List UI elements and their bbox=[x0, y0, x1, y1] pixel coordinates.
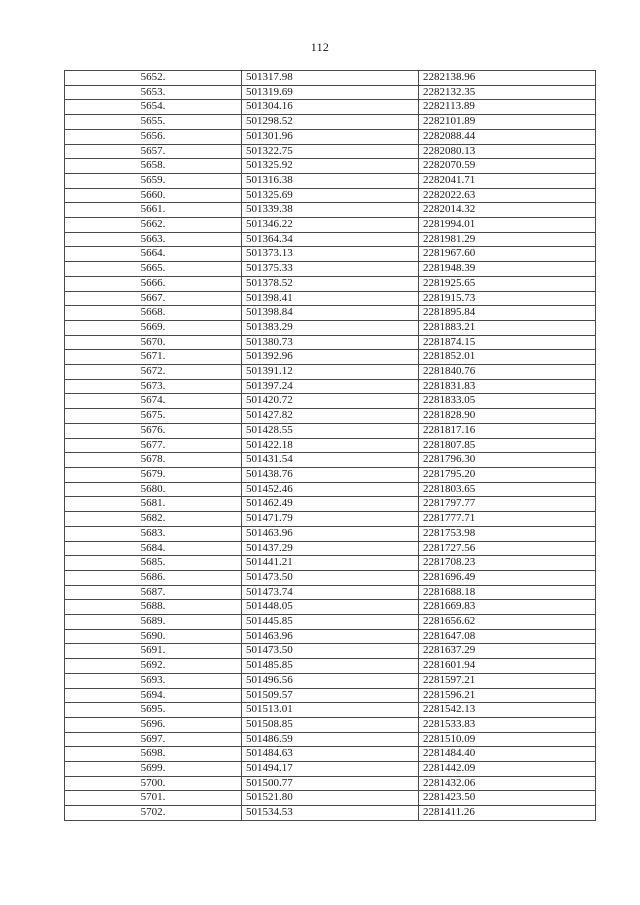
table-row bbox=[65, 306, 596, 321]
point-number-cell: 5675. bbox=[65, 409, 242, 424]
y-coordinate-cell: 2281797.77 bbox=[419, 497, 596, 512]
point-number-cell: 5701. bbox=[65, 791, 242, 806]
point-number-cell: 5693. bbox=[65, 673, 242, 688]
table-row bbox=[65, 703, 596, 718]
point-number-cell: 5676. bbox=[65, 423, 242, 438]
y-coordinate-cell: 2281696.49 bbox=[419, 570, 596, 585]
point-number-cell: 5656. bbox=[65, 129, 242, 144]
y-coordinate-cell: 2281981.29 bbox=[419, 232, 596, 247]
point-number-cell: 5652. bbox=[65, 71, 242, 86]
table-row bbox=[65, 673, 596, 688]
table-row bbox=[65, 717, 596, 732]
y-coordinate-cell: 2281688.18 bbox=[419, 585, 596, 600]
x-coordinate-cell: 501339.38 bbox=[242, 203, 419, 218]
x-coordinate-cell: 501496.56 bbox=[242, 673, 419, 688]
y-coordinate-cell: 2282138.96 bbox=[419, 71, 596, 86]
table-row bbox=[65, 482, 596, 497]
table-row bbox=[65, 218, 596, 233]
x-coordinate-cell: 501317.98 bbox=[242, 71, 419, 86]
table-row bbox=[65, 350, 596, 365]
point-number-cell: 5688. bbox=[65, 600, 242, 615]
x-coordinate-cell: 501494.17 bbox=[242, 762, 419, 777]
x-coordinate-cell: 501420.72 bbox=[242, 394, 419, 409]
table-row bbox=[65, 688, 596, 703]
point-number-cell: 5654. bbox=[65, 100, 242, 115]
point-number-cell: 5699. bbox=[65, 762, 242, 777]
x-coordinate-cell: 501380.73 bbox=[242, 335, 419, 350]
table-row bbox=[65, 644, 596, 659]
point-number-cell: 5681. bbox=[65, 497, 242, 512]
x-coordinate-cell: 501445.85 bbox=[242, 615, 419, 630]
x-coordinate-cell: 501373.13 bbox=[242, 247, 419, 262]
table-row bbox=[65, 115, 596, 130]
point-number-cell: 5672. bbox=[65, 365, 242, 380]
point-number-cell: 5662. bbox=[65, 218, 242, 233]
y-coordinate-cell: 2281817.16 bbox=[419, 423, 596, 438]
point-number-cell: 5671. bbox=[65, 350, 242, 365]
x-coordinate-cell: 501304.16 bbox=[242, 100, 419, 115]
y-coordinate-cell: 2281727.56 bbox=[419, 541, 596, 556]
table-row bbox=[65, 659, 596, 674]
table-row bbox=[65, 629, 596, 644]
y-coordinate-cell: 2281831.83 bbox=[419, 379, 596, 394]
point-number-cell: 5698. bbox=[65, 747, 242, 762]
x-coordinate-cell: 501319.69 bbox=[242, 85, 419, 100]
y-coordinate-cell: 2281753.98 bbox=[419, 526, 596, 541]
point-number-cell: 5682. bbox=[65, 512, 242, 527]
table-row bbox=[65, 276, 596, 291]
x-coordinate-cell: 501534.53 bbox=[242, 806, 419, 821]
table-row bbox=[65, 100, 596, 115]
point-number-cell: 5667. bbox=[65, 291, 242, 306]
x-coordinate-cell: 501298.52 bbox=[242, 115, 419, 130]
table-row bbox=[65, 423, 596, 438]
y-coordinate-cell: 2281967.60 bbox=[419, 247, 596, 262]
table-row bbox=[65, 526, 596, 541]
point-number-cell: 5660. bbox=[65, 188, 242, 203]
coordinates-table-body bbox=[65, 71, 596, 821]
y-coordinate-cell: 2281423.50 bbox=[419, 791, 596, 806]
y-coordinate-cell: 2281915.73 bbox=[419, 291, 596, 306]
table-row bbox=[65, 71, 596, 86]
table-row bbox=[65, 203, 596, 218]
y-coordinate-cell: 2281828.90 bbox=[419, 409, 596, 424]
y-coordinate-cell: 2281795.20 bbox=[419, 467, 596, 482]
table-row bbox=[65, 497, 596, 512]
y-coordinate-cell: 2282022.63 bbox=[419, 188, 596, 203]
coordinates-table bbox=[64, 70, 596, 821]
table-row bbox=[65, 262, 596, 277]
point-number-cell: 5696. bbox=[65, 717, 242, 732]
point-number-cell: 5669. bbox=[65, 320, 242, 335]
table-row bbox=[65, 335, 596, 350]
point-number-cell: 5655. bbox=[65, 115, 242, 130]
x-coordinate-cell: 501325.92 bbox=[242, 159, 419, 174]
point-number-cell: 5678. bbox=[65, 453, 242, 468]
x-coordinate-cell: 501398.84 bbox=[242, 306, 419, 321]
table-row bbox=[65, 320, 596, 335]
point-number-cell: 5679. bbox=[65, 467, 242, 482]
table-row bbox=[65, 453, 596, 468]
y-coordinate-cell: 2281948.39 bbox=[419, 262, 596, 277]
y-coordinate-cell: 2281796.30 bbox=[419, 453, 596, 468]
y-coordinate-cell: 2282014.32 bbox=[419, 203, 596, 218]
table-row bbox=[65, 291, 596, 306]
x-coordinate-cell: 501485.85 bbox=[242, 659, 419, 674]
y-coordinate-cell: 2282132.35 bbox=[419, 85, 596, 100]
y-coordinate-cell: 2281807.85 bbox=[419, 438, 596, 453]
x-coordinate-cell: 501462.49 bbox=[242, 497, 419, 512]
point-number-cell: 5670. bbox=[65, 335, 242, 350]
x-coordinate-cell: 501438.76 bbox=[242, 467, 419, 482]
point-number-cell: 5673. bbox=[65, 379, 242, 394]
x-coordinate-cell: 501471.79 bbox=[242, 512, 419, 527]
table-row bbox=[65, 467, 596, 482]
x-coordinate-cell: 501431.54 bbox=[242, 453, 419, 468]
point-number-cell: 5680. bbox=[65, 482, 242, 497]
table-row bbox=[65, 556, 596, 571]
y-coordinate-cell: 2282101.89 bbox=[419, 115, 596, 130]
table-row bbox=[65, 570, 596, 585]
y-coordinate-cell: 2281874.15 bbox=[419, 335, 596, 350]
table-row bbox=[65, 129, 596, 144]
point-number-cell: 5690. bbox=[65, 629, 242, 644]
x-coordinate-cell: 501500.77 bbox=[242, 776, 419, 791]
x-coordinate-cell: 501392.96 bbox=[242, 350, 419, 365]
table-row bbox=[65, 85, 596, 100]
point-number-cell: 5684. bbox=[65, 541, 242, 556]
point-number-cell: 5702. bbox=[65, 806, 242, 821]
table-row bbox=[65, 173, 596, 188]
page-number: 112 bbox=[310, 40, 330, 54]
x-coordinate-cell: 501325.69 bbox=[242, 188, 419, 203]
point-number-cell: 5658. bbox=[65, 159, 242, 174]
y-coordinate-cell: 2282041.71 bbox=[419, 173, 596, 188]
table-row bbox=[65, 379, 596, 394]
x-coordinate-cell: 501316.38 bbox=[242, 173, 419, 188]
y-coordinate-cell: 2281803.65 bbox=[419, 482, 596, 497]
y-coordinate-cell: 2281533.83 bbox=[419, 717, 596, 732]
x-coordinate-cell: 501509.57 bbox=[242, 688, 419, 703]
x-coordinate-cell: 501391.12 bbox=[242, 365, 419, 380]
point-number-cell: 5697. bbox=[65, 732, 242, 747]
y-coordinate-cell: 2281669.83 bbox=[419, 600, 596, 615]
point-number-cell: 5663. bbox=[65, 232, 242, 247]
table-row bbox=[65, 188, 596, 203]
point-number-cell: 5683. bbox=[65, 526, 242, 541]
y-coordinate-cell: 2281601.94 bbox=[419, 659, 596, 674]
x-coordinate-cell: 501346.22 bbox=[242, 218, 419, 233]
table-row bbox=[65, 394, 596, 409]
y-coordinate-cell: 2281542.13 bbox=[419, 703, 596, 718]
point-number-cell: 5687. bbox=[65, 585, 242, 600]
y-coordinate-cell: 2281777.71 bbox=[419, 512, 596, 527]
x-coordinate-cell: 501422.18 bbox=[242, 438, 419, 453]
x-coordinate-cell: 501473.74 bbox=[242, 585, 419, 600]
y-coordinate-cell: 2281852.01 bbox=[419, 350, 596, 365]
x-coordinate-cell: 501398.41 bbox=[242, 291, 419, 306]
x-coordinate-cell: 501428.55 bbox=[242, 423, 419, 438]
y-coordinate-cell: 2282080.13 bbox=[419, 144, 596, 159]
point-number-cell: 5691. bbox=[65, 644, 242, 659]
x-coordinate-cell: 501397.24 bbox=[242, 379, 419, 394]
y-coordinate-cell: 2281596.21 bbox=[419, 688, 596, 703]
y-coordinate-cell: 2281708.23 bbox=[419, 556, 596, 571]
x-coordinate-cell: 501383.29 bbox=[242, 320, 419, 335]
y-coordinate-cell: 2281656.62 bbox=[419, 615, 596, 630]
y-coordinate-cell: 2281442.09 bbox=[419, 762, 596, 777]
x-coordinate-cell: 501364.34 bbox=[242, 232, 419, 247]
y-coordinate-cell: 2281994.01 bbox=[419, 218, 596, 233]
table-row bbox=[65, 144, 596, 159]
table-row bbox=[65, 762, 596, 777]
table-row bbox=[65, 600, 596, 615]
y-coordinate-cell: 2281833.05 bbox=[419, 394, 596, 409]
x-coordinate-cell: 501322.75 bbox=[242, 144, 419, 159]
x-coordinate-cell: 501441.21 bbox=[242, 556, 419, 571]
table-row bbox=[65, 776, 596, 791]
point-number-cell: 5653. bbox=[65, 85, 242, 100]
x-coordinate-cell: 501508.85 bbox=[242, 717, 419, 732]
x-coordinate-cell: 501375.33 bbox=[242, 262, 419, 277]
y-coordinate-cell: 2281484.40 bbox=[419, 747, 596, 762]
point-number-cell: 5659. bbox=[65, 173, 242, 188]
point-number-cell: 5689. bbox=[65, 615, 242, 630]
x-coordinate-cell: 501484.63 bbox=[242, 747, 419, 762]
x-coordinate-cell: 501513.01 bbox=[242, 703, 419, 718]
point-number-cell: 5686. bbox=[65, 570, 242, 585]
y-coordinate-cell: 2282070.59 bbox=[419, 159, 596, 174]
point-number-cell: 5665. bbox=[65, 262, 242, 277]
point-number-cell: 5657. bbox=[65, 144, 242, 159]
y-coordinate-cell: 2281432.06 bbox=[419, 776, 596, 791]
point-number-cell: 5694. bbox=[65, 688, 242, 703]
point-number-cell: 5685. bbox=[65, 556, 242, 571]
y-coordinate-cell: 2281411.26 bbox=[419, 806, 596, 821]
table-row bbox=[65, 232, 596, 247]
point-number-cell: 5661. bbox=[65, 203, 242, 218]
table-row bbox=[65, 409, 596, 424]
table-row bbox=[65, 541, 596, 556]
y-coordinate-cell: 2281925.65 bbox=[419, 276, 596, 291]
table-row bbox=[65, 159, 596, 174]
y-coordinate-cell: 2282088.44 bbox=[419, 129, 596, 144]
table-row bbox=[65, 365, 596, 380]
x-coordinate-cell: 501378.52 bbox=[242, 276, 419, 291]
x-coordinate-cell: 501452.46 bbox=[242, 482, 419, 497]
x-coordinate-cell: 501521.80 bbox=[242, 791, 419, 806]
y-coordinate-cell: 2281840.76 bbox=[419, 365, 596, 380]
table-row bbox=[65, 615, 596, 630]
point-number-cell: 5695. bbox=[65, 703, 242, 718]
point-number-cell: 5664. bbox=[65, 247, 242, 262]
point-number-cell: 5700. bbox=[65, 776, 242, 791]
table-row bbox=[65, 747, 596, 762]
y-coordinate-cell: 2281637.29 bbox=[419, 644, 596, 659]
y-coordinate-cell: 2281510.09 bbox=[419, 732, 596, 747]
table-row bbox=[65, 806, 596, 821]
x-coordinate-cell: 501463.96 bbox=[242, 526, 419, 541]
table-row bbox=[65, 438, 596, 453]
point-number-cell: 5666. bbox=[65, 276, 242, 291]
table-row bbox=[65, 512, 596, 527]
y-coordinate-cell: 2281597.21 bbox=[419, 673, 596, 688]
y-coordinate-cell: 2281647.08 bbox=[419, 629, 596, 644]
x-coordinate-cell: 501301.96 bbox=[242, 129, 419, 144]
point-number-cell: 5668. bbox=[65, 306, 242, 321]
x-coordinate-cell: 501486.59 bbox=[242, 732, 419, 747]
x-coordinate-cell: 501463.96 bbox=[242, 629, 419, 644]
table-row bbox=[65, 585, 596, 600]
table-row bbox=[65, 732, 596, 747]
x-coordinate-cell: 501473.50 bbox=[242, 644, 419, 659]
table-row bbox=[65, 791, 596, 806]
y-coordinate-cell: 2281895.84 bbox=[419, 306, 596, 321]
x-coordinate-cell: 501448.05 bbox=[242, 600, 419, 615]
table-row bbox=[65, 247, 596, 262]
point-number-cell: 5692. bbox=[65, 659, 242, 674]
point-number-cell: 5677. bbox=[65, 438, 242, 453]
y-coordinate-cell: 2282113.89 bbox=[419, 100, 596, 115]
x-coordinate-cell: 501473.50 bbox=[242, 570, 419, 585]
y-coordinate-cell: 2281883.21 bbox=[419, 320, 596, 335]
x-coordinate-cell: 501427.82 bbox=[242, 409, 419, 424]
x-coordinate-cell: 501437.29 bbox=[242, 541, 419, 556]
point-number-cell: 5674. bbox=[65, 394, 242, 409]
